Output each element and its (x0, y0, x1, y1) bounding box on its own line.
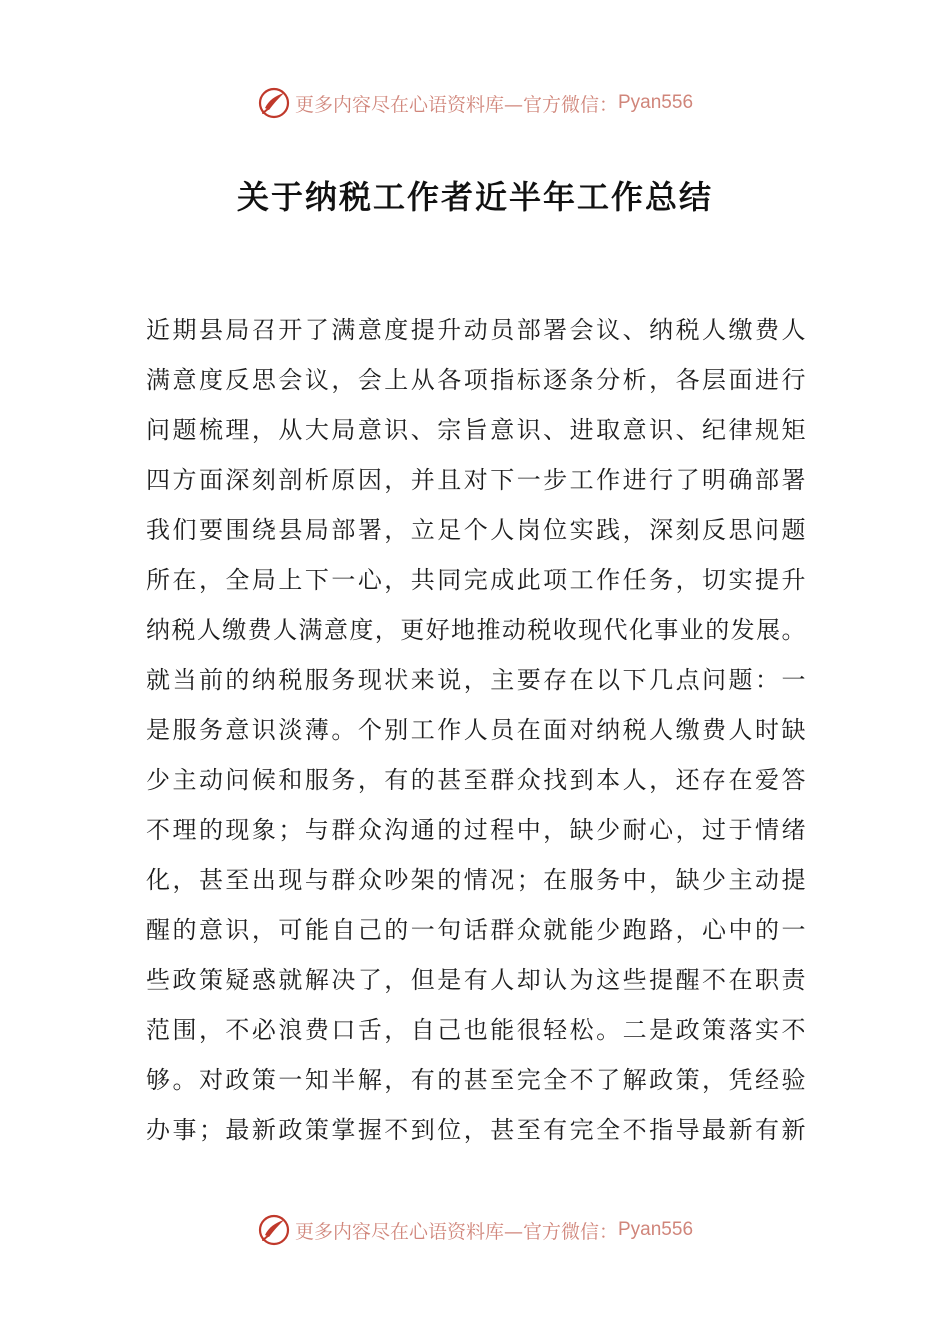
document-body (146, 308, 806, 1158)
body-line: 四方面深刻剖析原因，并且对下一步工作进行了明确部署 (146, 466, 806, 494)
body-line: 够。对政策一知半解，有的甚至完全不了解政策，凭经验 (146, 1066, 806, 1094)
footer-watermark (0, 1210, 950, 1250)
body-line: 是服务意识淡薄。个别工作人员在面对纳税人缴费人时缺 (146, 716, 806, 744)
watermark-text: 更多内容尽在心语资料库—官方微信： (294, 1220, 618, 1243)
body-line: 化，甚至出现与群众吵架的情况；在服务中，缺少主动提 (146, 866, 806, 894)
body-line: 满意度反思会议，会上从各项指标逐条分析，各层面进行 (146, 366, 806, 394)
body-line: 不理的现象；与群众沟通的过程中，缺少耐心，过于情绪 (146, 816, 806, 844)
body-line: 范围，不必浪费口舌，自己也能很轻松。二是政策落实不 (146, 1016, 806, 1044)
pen-logo-icon (257, 1213, 291, 1247)
watermark-wechat-id: Pyan556 (618, 1219, 694, 1240)
watermark-wechat-id: Pyan556 (618, 92, 694, 113)
body-line: 问题梳理，从大局意识、宗旨意识、进取意识、纪律规矩 (146, 416, 806, 444)
watermark-text: 更多内容尽在心语资料库—官方微信： (294, 93, 618, 116)
body-line: 就当前的纳税服务现状来说，主要存在以下几点问题：一 (146, 666, 806, 694)
pen-logo-icon (257, 86, 291, 120)
header-watermark (0, 83, 950, 123)
body-line: 办事；最新政策掌握不到位，甚至有完全不指导最新有新 (146, 1116, 806, 1144)
body-line: 醒的意识，可能自己的一句话群众就能少跑路，心中的一 (146, 916, 806, 944)
body-line: 我们要围绕县局部署，立足个人岗位实践，深刻反思问题 (146, 516, 806, 544)
body-line: 些政策疑惑就解决了，但是有人却认为这些提醒不在职责 (146, 966, 806, 994)
body-line: 所在，全局上下一心，共同完成此项工作任务，切实提升 (146, 566, 806, 594)
body-line: 少主动问候和服务，有的甚至群众找到本人，还存在爱答 (146, 766, 806, 794)
body-line: 纳税人缴费人满意度，更好地推动税收现代化事业的发展。 (146, 616, 806, 644)
document-title: 关于纳税工作者近半年工作总结 (236, 178, 713, 216)
body-line: 近期县局召开了满意度提升动员部署会议、纳税人缴费人 (146, 316, 806, 344)
